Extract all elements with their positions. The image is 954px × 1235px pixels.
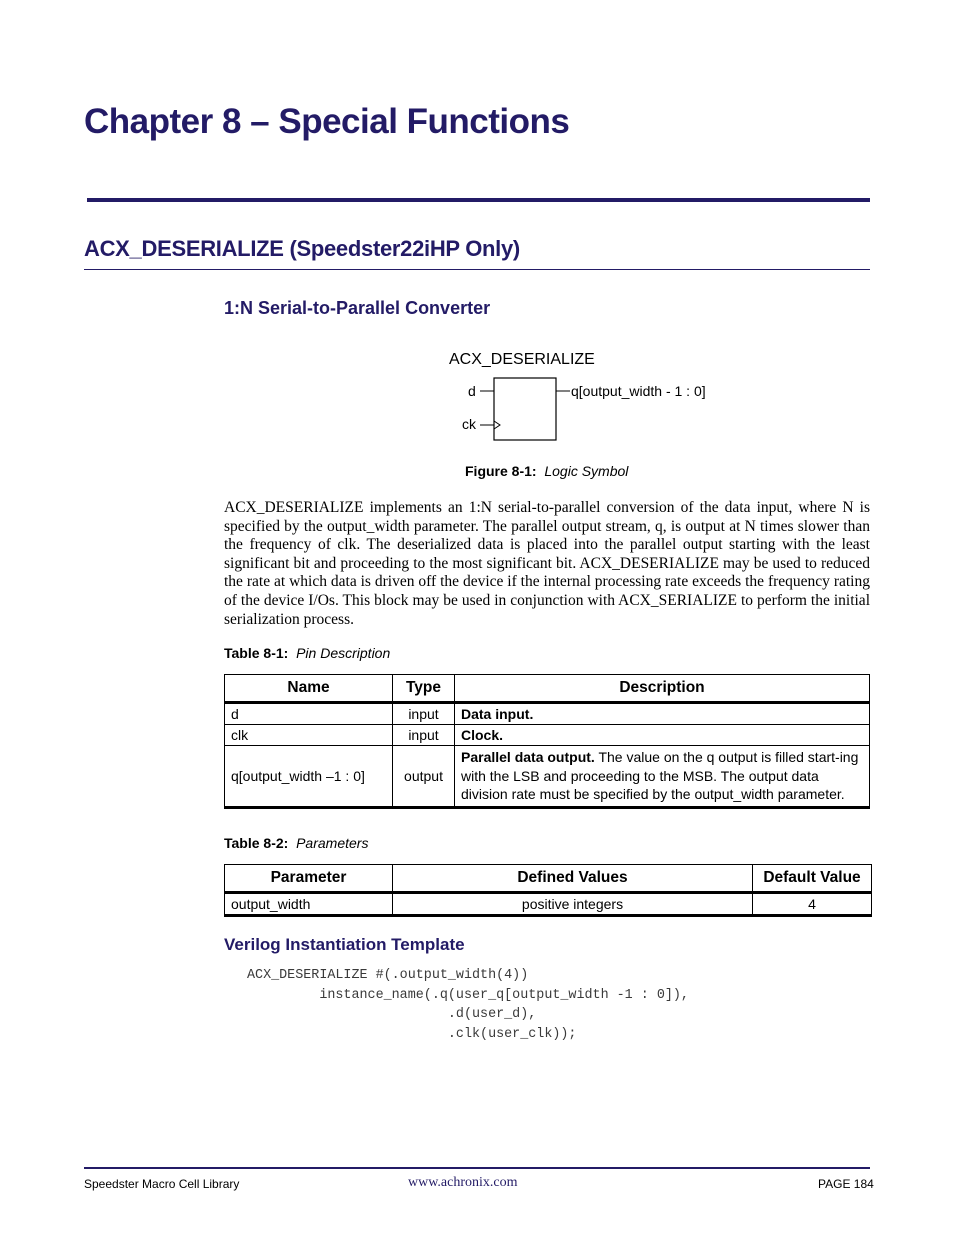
table-header-row xyxy=(225,865,872,893)
pin-type-cell: input xyxy=(393,703,455,725)
table1-caption-text: Pin Description xyxy=(296,645,391,661)
logic-symbol-diagram xyxy=(440,340,740,450)
column-header-default-value: Default Value xyxy=(753,865,872,893)
column-header-description: Description xyxy=(455,675,870,703)
column-header-name: Name xyxy=(225,675,393,703)
pin-description-bold: Data input. xyxy=(461,706,534,722)
pin-description-cell xyxy=(455,746,870,808)
ck-pin-label: ck xyxy=(462,416,476,432)
block-name-label: ACX_DESERIALIZE xyxy=(449,351,595,368)
pin-name-cell: clk xyxy=(225,725,393,746)
pin-description-cell xyxy=(455,703,870,725)
table2-caption xyxy=(224,835,368,851)
pin-name-cell: d xyxy=(225,703,393,725)
pin-type-cell: input xyxy=(393,725,455,746)
pin-description-cell xyxy=(455,725,870,746)
parameter-name-cell: output_width xyxy=(225,893,393,916)
d-pin-label: d xyxy=(468,383,476,399)
footer-divider xyxy=(84,1167,870,1169)
table2-caption-text: Parameters xyxy=(296,835,369,851)
subsection-title: 1:N Serial-to-Parallel Converter xyxy=(224,298,491,318)
figure-caption xyxy=(465,463,628,479)
clock-triangle-icon xyxy=(494,421,500,429)
pin-type-cell: output xyxy=(393,746,455,808)
figure-caption-text: Logic Symbol xyxy=(544,463,629,479)
figure-caption-label: Figure 8-1: xyxy=(465,463,537,479)
table-row xyxy=(225,725,870,746)
logic-block xyxy=(494,378,556,440)
chapter-divider xyxy=(87,198,870,202)
footer-website-link[interactable]: www.achronix.com xyxy=(408,1175,518,1190)
section-title: ACX_DESERIALIZE (Speedster22iHP Only) xyxy=(84,236,520,261)
section-divider xyxy=(84,269,870,270)
verilog-code-block: ACX_DESERIALIZE #(.output_width(4)) instance_name(.q(user_q[output_width -1 : 0]), .d(user_d), .clk(user_clk)); xyxy=(247,968,689,1042)
table2-caption-label: Table 8-2: xyxy=(224,835,289,851)
table-row xyxy=(225,893,872,916)
column-header-parameter: Parameter xyxy=(225,865,393,893)
footer-page-number: PAGE 184 xyxy=(818,1177,874,1191)
table-row xyxy=(225,746,870,808)
column-header-type: Type xyxy=(393,675,455,703)
pin-description-table xyxy=(224,674,870,809)
pin-description-text: The value on the q output is filled start-ing with the LSB and proceeding to the MSB. The output data division rate must be specified by the output_width parameter. xyxy=(461,749,859,802)
chapter-title: Chapter 8 – Special Functions xyxy=(84,102,570,141)
parameters-table xyxy=(224,864,872,917)
table-row xyxy=(225,703,870,725)
q-pin-label: q[output_width - 1 : 0] xyxy=(571,383,706,399)
footer-document-title: Speedster Macro Cell Library xyxy=(84,1177,240,1191)
column-header-defined-values: Defined Values xyxy=(393,865,753,893)
pin-description-bold: Clock. xyxy=(461,727,504,743)
defined-values-cell: positive integers xyxy=(393,893,753,916)
table-header-row xyxy=(225,675,870,703)
description-paragraph: ACX_DESERIALIZE implements an 1:N serial-to-parallel conversion of the data input, where N is specified by the output_width parameter. The parallel output stream, q, is output at N times slower than the frequency of clk. The deserialized data is placed into the parallel output starting with the least significant bit and proceeding to the most significant bit. ACX_DESERIALIZE may be used to reduced the rate at which data is driven off the device if the internal processing rate exceeds the frequency rating of the device I/Os. This block may be used in conjunction with ACX_SERIALIZE to perform the initial serialization process. xyxy=(224,499,870,628)
table1-caption-label: Table 8-1: xyxy=(224,645,289,661)
default-value-cell: 4 xyxy=(753,893,872,916)
table1-caption xyxy=(224,645,390,661)
verilog-template-title: Verilog Instantiation Template xyxy=(224,935,465,954)
pin-name-cell: q[output_width –1 : 0] xyxy=(225,746,393,808)
pin-description-bold: Parallel data output. xyxy=(461,749,595,765)
